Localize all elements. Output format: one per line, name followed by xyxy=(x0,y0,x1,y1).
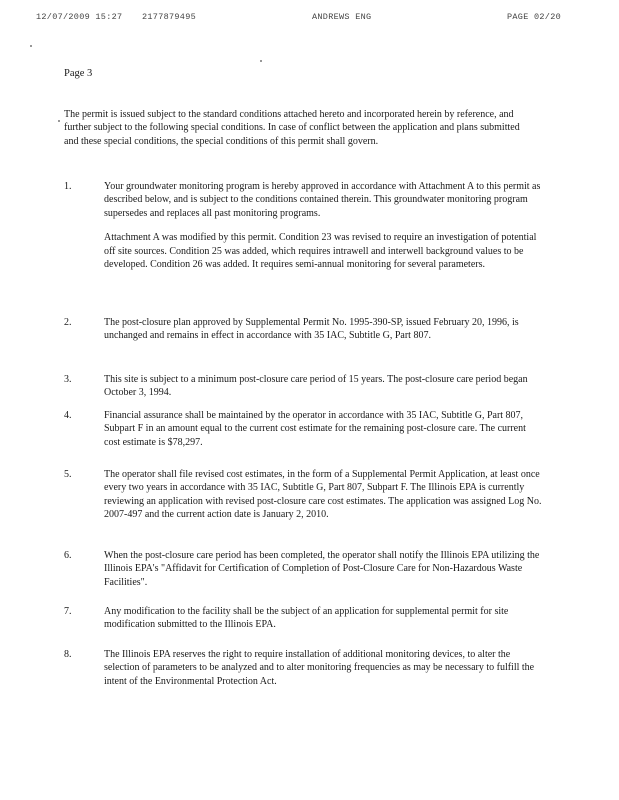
condition-body xyxy=(104,648,542,688)
condition-number: 7. xyxy=(64,606,72,617)
scan-speck xyxy=(30,45,32,47)
condition-number: 2. xyxy=(64,317,72,328)
condition-body xyxy=(104,180,542,271)
condition-body xyxy=(104,373,542,400)
fax-sender: ANDREWS ENG xyxy=(312,12,372,22)
condition-paragraph: The post-closure plan approved by Supplemental Permit No. 1995-390-SP, issued February 20, 1996, is unchanged and remains in effect in accordance with 35 IAC, Subtitle G, Part 807. xyxy=(104,317,519,342)
fax-page-count: PAGE 02/20 xyxy=(507,12,562,22)
fax-datetime: 12/07/2009 15:27 xyxy=(36,12,123,22)
condition-paragraph: When the post-closure care period has been completed, the operator shall notify the Illinois EPA utilizing the Illinois EPA's "Affidavit for Certification of Completion of Post-Closure Care for Non-Hazardous Waste Facilities". xyxy=(104,550,540,588)
scan-speck xyxy=(58,120,60,122)
condition-number: 8. xyxy=(64,649,72,660)
condition-paragraph: Financial assurance shall be maintained by the operator in accordance with 35 IAC, Subtitle G, Part 807, Subpart F in an amount equal to the current cost estimate for the remaining post-closure care. The current cost estimate is $78,297. xyxy=(104,410,526,448)
condition-paragraph: This site is subject to a minimum post-closure care period of 15 years. The post-closure care period began October 3, 1994. xyxy=(104,374,528,399)
condition-paragraph: The operator shall file revised cost estimates, in the form of a Supplemental Permit Application, at least once every two years in accordance with 35 IAC, Subtitle G, Part 807, Subpart F. The Illinois EPA is currently reviewing an application with revised post-closure care cost estimates. The application was assigned Log No. 2007-497 and the current action date is January 2, 2010. xyxy=(104,469,542,521)
condition-body xyxy=(104,605,542,632)
fax-header xyxy=(0,12,619,26)
condition-body xyxy=(104,409,542,449)
condition-body xyxy=(104,549,542,589)
condition-paragraph: Any modification to the facility shall be the subject of an application for supplemental permit for site modification submitted to the Illinois EPA. xyxy=(104,606,509,631)
scan-speck xyxy=(260,60,262,62)
condition-body xyxy=(104,316,542,343)
condition-number: 5. xyxy=(64,469,72,480)
page-label: Page 3 xyxy=(64,68,93,79)
condition-paragraph: The Illinois EPA reserves the right to require installation of additional monitoring devices, to alter the selection of parameters to be analyzed and to alter monitoring frequencies as may be necessary to fulfill the intent of the Environmental Protection Act. xyxy=(104,649,535,687)
condition-body xyxy=(104,468,542,522)
condition-number: 6. xyxy=(64,550,72,561)
fax-phone-number: 2177879495 xyxy=(142,12,197,22)
condition-number: 4. xyxy=(64,410,72,421)
condition-number: 3. xyxy=(64,374,72,385)
intro-paragraph: The permit is issued subject to the standard conditions attached hereto and incorporated herein by reference, and further subject to the following special conditions. In case of conflict between the application and plans submitted and these special conditions, the special conditions of this permit shall govern. xyxy=(64,109,520,147)
condition-number: 1. xyxy=(64,181,72,192)
condition-paragraph: Your groundwater monitoring program is hereby approved in accordance with Attachment A to this permit as described below, and is subject to the conditions contained therein. This groundwater monitoring program supersedes and replaces all past monitoring programs. xyxy=(104,181,541,219)
condition-paragraph: Attachment A was modified by this permit. Condition 23 was revised to require an investigation of potential off site sources. Condition 25 was added, which requires intrawell and interwell background values to be developed. Condition 26 was added. It requires semi-annual monitoring for several parameters. xyxy=(104,232,537,271)
